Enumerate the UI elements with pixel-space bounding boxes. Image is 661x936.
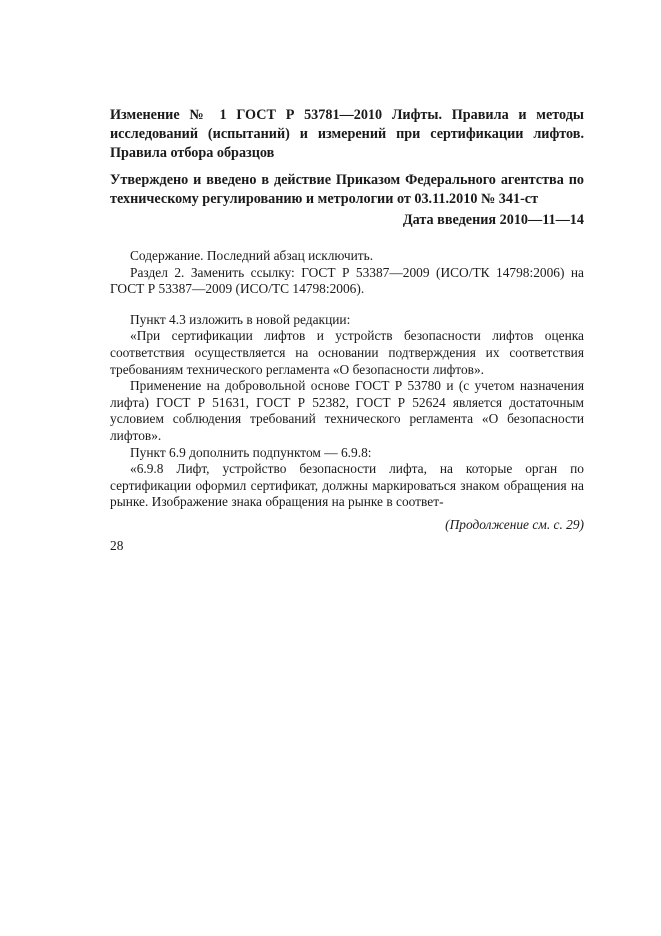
paragraph-contents: Содержание. Последний абзац исключить. [130, 248, 374, 263]
paragraph-voluntary-application: Применение на добровольной основе ГОСТ Р 53780 и (с учетом назначения лифта) ГОСТ Р 51631, ГОСТ Р 52382, ГОСТ Р 52624 является достаточным условием соблюдения требований технического регламента «О безопасности лифтов». [110, 378, 584, 443]
paragraph-section-2: Раздел 2. Заменить ссылку: ГОСТ Р 53387—2009 (ИСО/ТК 14798:2006) на ГОСТ Р 53387—2009 (ИСО/ТС 14798:2006). [110, 264, 584, 297]
paragraph-clause-4-3: Пункт 4.3 изложить в новой редакции: [130, 311, 351, 327]
introduction-date: Дата введения 2010—11—14 [402, 212, 584, 228]
paragraph-clause-6-9-8: «6.9.8 Лифт, устройство безопасности лифта, на которые орган по сертификации оформил сертификат, должны маркироваться знаком обращения на рынке. Изображение знака обращения на рынке в соответ- [110, 461, 584, 510]
paragraph-clause-4-3-text: «При сертификации лифтов и устройств безопасности лифтов оценка соответствия осуществляется на основании подтверждения их соответствия требованиям технического регламента «О безопасности лифтов». [110, 328, 584, 377]
amendment-title: Изменение № 1 ГОСТ Р 53781—2010 Лифты. Правила и методы исследований (испытаний) и измерений при сертификации лифтов. Правила отбора образцов [110, 107, 584, 161]
amendment-body [110, 248, 584, 511]
paragraph-clause-6-9: Пункт 6.9 дополнить подпунктом — 6.9.8: [130, 444, 372, 460]
continuation-note: (Продолжение см. с. 29) [445, 516, 584, 532]
document-page [110, 106, 584, 533]
approval-statement: Утверждено и введено в действие Приказом Федерального агентства по техническому регулированию и метрологии от 03.11.2010 № 341-ст [110, 172, 584, 207]
page-number: 28 [110, 538, 124, 553]
